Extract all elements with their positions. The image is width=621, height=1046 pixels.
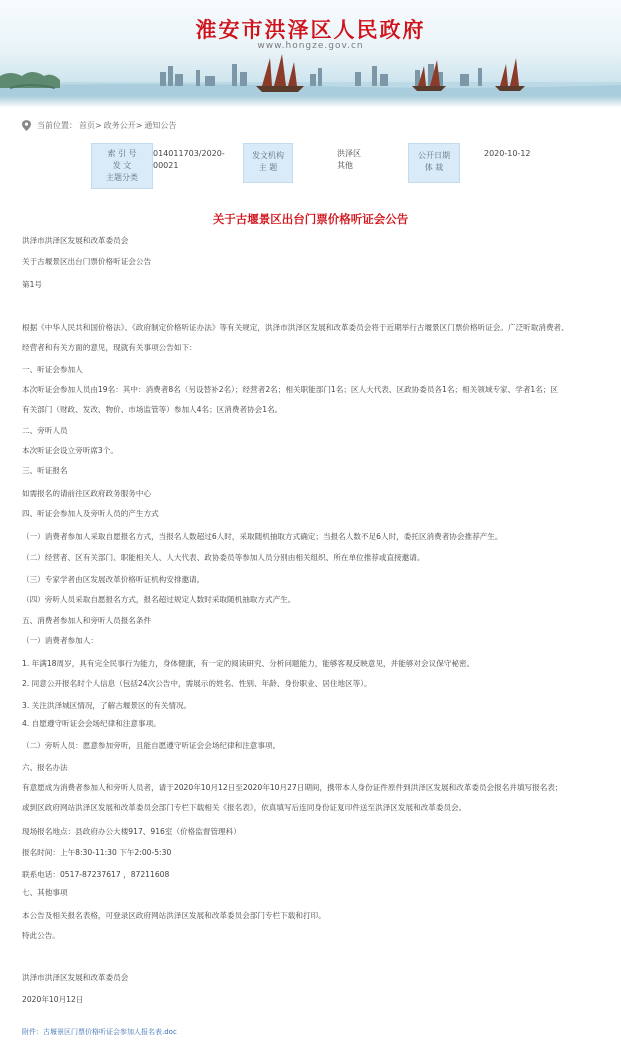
article-paragraph: 关于古堰景区出台门票价格听证会公告 (22, 257, 152, 266)
article-paragraph: 洪泽市洪泽区发展和改革委员会 (22, 236, 129, 245)
article-paragraph: 有意愿成为消费者参加人和旁听人员者，请于2020年10月12日至2020年10月27日期间，携带本人身份证件原件到洪泽区发展和改革委员会报名并填写报名表； (22, 783, 563, 792)
article-paragraph: 本次听证会参加人员由19名：其中：消费者8名（另设替补2名）；经营者2名；相关职能部门1名；区人大代表、区政协委员各1名；相关领域专家、学者1名；区 (22, 385, 559, 394)
breadcrumb-section-link[interactable]: 政务公开 (103, 120, 136, 130)
breadcrumb-separator: > (95, 120, 102, 130)
issuer-label: 发 文 (112, 161, 132, 170)
topic-category-label: 主题分类 (106, 173, 138, 182)
article-paragraph: 3. 关注洪泽城区情况，了解古堰景区的有关情况。 (22, 701, 192, 710)
article-paragraph: 2020年10月12日 (22, 995, 84, 1004)
document-info-table (91, 143, 561, 191)
article-title: 关于古堰景区出台门票价格听证会公告 (212, 212, 409, 226)
subject-label: 主 题 (258, 163, 278, 172)
index-number-label: 索 引 号 (107, 149, 137, 158)
subject-value: 其他 (337, 161, 353, 170)
breadcrumb-current-link[interactable]: 通知公告 (144, 120, 177, 130)
article-paragraph: （二）旁听人员：愿意参加旁听，且能自愿遵守听证会会场纪律和注意事项。 (22, 741, 281, 750)
article-paragraph: 五、消费者参加人和旁听人员报名条件 (22, 616, 152, 625)
issuing-organ-value: 洪泽区 (337, 149, 361, 158)
article-paragraph: （一）消费者参加人： (22, 636, 98, 645)
index-number-value: 014011703/2020-00021 (153, 149, 225, 170)
site-banner (0, 0, 621, 108)
article-paragraph: 洪泽市洪泽区发展和改革委员会 (22, 973, 129, 982)
organ-labels (243, 143, 293, 183)
article-paragraph: 二、旁听人员 (22, 426, 68, 435)
breadcrumb-separator: > (135, 120, 143, 130)
article-paragraph: （三）专家学者由区发展改革价格听证机构安排邀请。 (22, 575, 205, 584)
location-pin-icon (22, 120, 31, 131)
article-paragraph: 七、其他事项 (22, 888, 68, 897)
article-paragraph: 联系电话：0517-87237617 ，87211608 (22, 870, 170, 879)
site-url: www.hongze.gov.cn (257, 41, 364, 51)
article-paragraph: 有关部门（财政、发改、物价、市场监管等）参加人4名；区消费者协会1名。 (22, 405, 283, 414)
article-paragraph: 经营者和有关方面的意见，现就有关事项公告如下： (22, 343, 197, 352)
article-paragraph: 根据《中华人民共和国价格法》、《政府制定价格听证办法》等有关规定，洪泽市洪泽区发展和改革委员会将于近期举行古堰景区门票价格听证会。广泛听取消费者、 (22, 323, 569, 332)
breadcrumb-home-link[interactable]: 首页 (79, 120, 95, 130)
article-paragraph: （四）旁听人员采取自愿报名方式，报名超过规定人数时采取随机抽取方式产生。 (22, 595, 296, 604)
article-paragraph: 一、听证会参加人 (22, 365, 83, 374)
date-labels (408, 143, 460, 183)
article-paragraph: （二）经营者、区有关部门、职能相关人、人大代表、政协委员等参加人员分别由相关组织、所在单位推荐或直接邀请。 (22, 553, 425, 562)
article-paragraph: 如需报名的请前往区政府政务服务中心 (22, 489, 152, 498)
genre-label: 体 裁 (424, 163, 444, 172)
article-paragraph: 本公告及相关报名表格，可登录区政府网站洪泽区发展和改革委员会部门专栏下载和打印。 (22, 911, 326, 920)
article-paragraph: 四、听证会参加人及旁听人员的产生方式 (22, 509, 159, 518)
attachment-link[interactable]: 附件：古堰景区门票价格听证会参加人报名表.doc (22, 1028, 177, 1036)
breadcrumb (22, 118, 176, 132)
article-paragraph: 六、报名办法 (22, 763, 68, 772)
site-title[interactable]: 淮安市洪泽区人民政府 (195, 17, 426, 42)
publish-date-label: 公开日期 (418, 151, 450, 160)
article-paragraph: 4. 自愿遵守听证会会场纪律和注意事项。 (22, 719, 161, 728)
article-paragraph: 或到区政府网站洪泽区发展和改革委员会部门专栏下载相关《报名表》，依真填写后连同身份证复印件送至洪泽区发展和改革委员会。 (22, 803, 467, 812)
breadcrumb-prefix: 当前位置： (37, 120, 77, 130)
article-paragraph: 特此公告。 (22, 931, 60, 940)
article-paragraph: 1. 年满18周岁，具有完全民事行为能力，身体健康，有一定的阅读研究、分析问题能力，能够客观反映意见，并能够对会议保守秘密。 (22, 659, 475, 668)
article-paragraph: 本次听证会设立旁听席3个。 (22, 446, 118, 455)
issuing-organ-label: 发文机构 (252, 151, 284, 160)
article-paragraph: 现场报名地点：县政府办公大楼917、916室（价格监督管理科） (22, 827, 241, 836)
article-paragraph: 报名时间：上午8:30-11:30 下午2:00-5:30 (22, 848, 172, 857)
article-paragraph: 三、听证报名 (22, 466, 68, 475)
publish-date-value: 2020-10-12 (484, 149, 531, 158)
article-paragraph: 第1号 (22, 280, 43, 289)
article-paragraph: 2. 同意公开报名时个人信息（包括24次公告中，需展示的姓名、性别、年龄、身份职业、居住地区等）。 (22, 679, 372, 688)
index-labels (91, 143, 153, 189)
article-paragraph: （一）消费者参加人采取自愿报名方式，当报名人数超过6人时，采取随机抽取方式确定；当报名人数不足6人时，委托区消费者协会推荐产生。 (22, 532, 503, 541)
